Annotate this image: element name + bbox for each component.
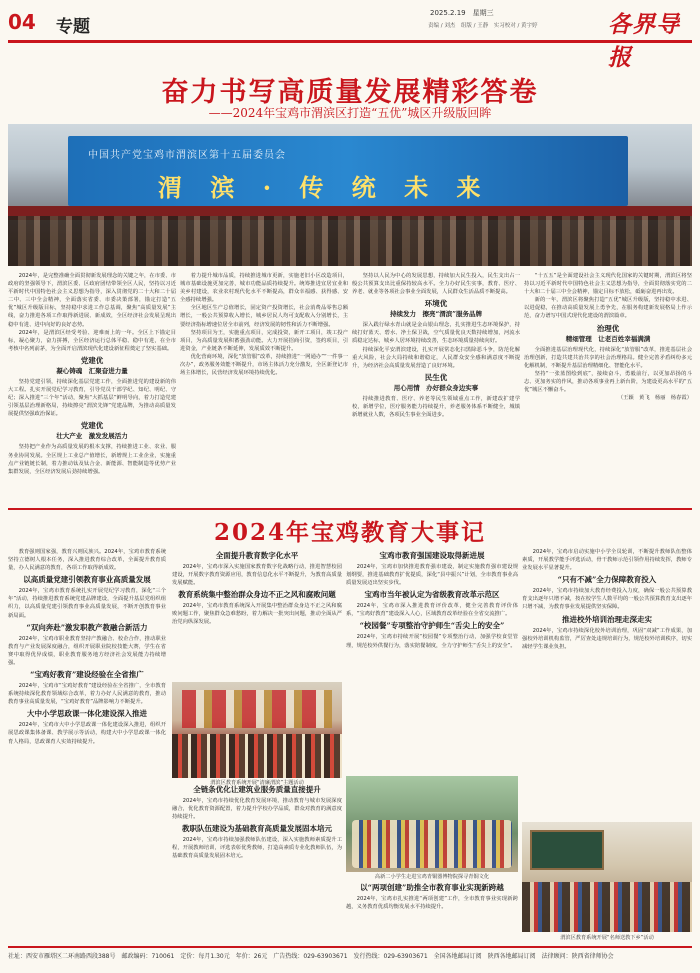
photo-caption: 渭滨区教育系统开展“清廉渭滨”主题活动 [210,780,304,786]
students-group [352,820,512,868]
subheading: 治理优 精细管理 让老百姓幸福满满 [565,323,651,343]
event-heading: 以“两项创建”助推全市教育事业实现新跨越 [360,883,504,892]
page-footer: 社址：西安市雁塔区二环南路西段388号 邮政编码：710061 定价：每月1.30元 年价：26元 广告热线：029-63903671 发行热线：029-63903671 全国各地邮局订阅 陕西各地邮局订阅 法律顾问：陕西省律师协会 [8,946,692,968]
article-paragraph: 2024年，宝鸡市持续深化校外培训治理，巩固“双减”工作成果，加强校外培训机构监管，严厉查处违规培训行为，规范校外培训秩序，切实减轻学生课业负担。 [522,627,692,650]
article-column-2 [180,272,348,504]
masthead-logo: 各界导报 [608,11,680,71]
page-header [8,6,692,71]
article-paragraph: 2024年，宝鸡市加快推进教育强市建设，制定实施教育强市建设规划纲要，推进基础教育扩优提质，深化“县中振兴”计划，全市教育事业高质量发展迈出坚实步伐。 [346,564,518,587]
event-heading: “校园餐”专项整治守护师生“舌尖上的安全” [359,621,505,631]
main-headline: 奋力书写高质量发展精彩答卷 [161,77,539,108]
subheading: 环境优 持续发力 擦亮“渭滨”服务品牌 [390,299,482,319]
article-paragraph: 2024年，宝鸡市持续加强教师队伍建设，深入实施教师素质提升工程，开展教师培训，评选表彰优秀教师，打造高素质专业化教师队伍，为基础教育高质量发展固本培元。 [172,837,342,860]
events-column-2 [172,548,342,678]
article-paragraph: 2024年，宝鸡市“宝鸡好教育”建设经验在全省推广，全市教育系统持续深化教育领域综合改革，着力办好人民满意的教育，推动教育事业高质量发展，“宝鸡好教育”品牌影响力不断提升。 [8,683,166,706]
banner-flags [182,690,332,728]
article-paragraph: 2024年，宝鸡市职业教育坚持产教融合、校企合作，推动职业教育与产业发展深度融合，组织开展职业院校技能大赛，学生在省赛中取得优异成绩，职业教育服务地方经济社会发展能力持续增强。 [8,635,166,666]
article-paragraph: 教育强则国家强，教育兴则民族兴。2024年，宝鸡市教育系统坚持立德树人根本任务，深入推进教育综合改革，全面提升教育质量，办人民满意的教育，各项工作取得新成效。 [8,549,166,572]
event-heading: 教育系统集中整治群众身边不正之风和腐败问题 [178,590,336,600]
photo-caption: 高新二小学生走进宝鸡青铜器博物院探寻青铜文化 [374,874,490,880]
article-paragraph: 全区地区生产总值增长，固定资产投资增长，社会消费品零售总额增长，一般公共预算收入增长，城乡居民人均可支配收入分别增长，主要经济指标增速位居全市前列，经济发展的韧性和活力不断增强。 [180,305,348,328]
events-headline: 2024年宝鸡教育大事记 [213,519,486,546]
article-paragraph: 2024年，宝鸡市持续加大教育经费投入力度，确保一般公共预算教育支出逐年只增不减，按在校学生人数平均的一般公共预算教育支出逐年只增不减，为教育事业发展提供坚实保障。 [522,588,692,611]
audience [8,216,692,266]
event-heading: 推进校外培训治理走深走实 [562,614,652,624]
article-paragraph: 深入践行绿水青山就是金山银山理念，扎实推进生态环境保护，持续打好蓝天、碧水、净土保卫战，空气质量优良天数持续增加，河流水质稳定达标，城乡人居环境持续改善，生态环境质量持续向好。 [352,322,520,345]
article-paragraph: 持续推进教育、医疗、养老等民生领域重点工作，新建改扩建学校，新增学位，医疗服务能力持续提升，养老服务体系不断健全，城镇新增就业人数，各项民生事业全面进步。 [352,395,520,419]
events-column-3 [346,548,518,772]
article-paragraph: 坚持以人民为中心的发展思想，持续加大民生投入，民生支出占一般公共预算支出比重保持较高水平。全力办好民生实事，教育、医疗、养老、就业等各项社会事业全面发展，人民群众生活品质不断提高。 [352,273,520,296]
issue-date: 2025.2.19 星期三 [430,9,494,17]
section-divider [8,508,692,510]
article-paragraph: 持续深化平安渭滨建设，扎实开展常态化扫黑除恶斗争，防范化解重大风险，社会大局持续和谐稳定，人民群众安全感和满意度不断提升，为经济社会高质量发展营造了良好环境。 [352,346,520,369]
article-column-3 [352,272,520,504]
subheading: 民生优 用心用情 办好群众身边实事 [393,372,479,392]
page-number: 04 [8,10,36,34]
subheading: 党建优 壮大产业 激发发展活力 [56,421,128,441]
classroom-photo [522,822,692,932]
event-heading: 以高质量党建引领教育事业高质量发展 [23,575,151,585]
events-column-1 [8,548,166,940]
article-paragraph: 坚持项目为王，实施重点项目，完成投资，新开工项目，竣工投产项目，为高质量发展积蓄强劲动能。大力开展招商引资，签约项目，引进资金，产业链条不断延伸，发展质效不断提升。 [180,329,348,352]
hero-photo [8,124,692,266]
article-paragraph: 全面推进基层治理现代化，持续深化“放管服”改革，推进基层社会治理创新，打造共建共治共享的社会治理格局。健全完善矛盾纠纷多元化解机制，不断提升基层治理精细化、智能化水平。 [524,346,692,369]
article-paragraph: 2024年，宝鸡市深入实施国家教育数字化战略行动，推进智慧校园建设，开展数字教育资源应用，教育信息化水平不断提升，为教育高质量发展赋能。 [172,564,342,587]
rally-crowd [172,734,342,778]
sub-headline: ——2024年宝鸡市渭滨区打造“五优”城区升级版回眸 [208,106,492,120]
section-name: 专题 [56,17,90,37]
subheading: 党建优 凝心铸魂 汇聚奋进力量 [56,355,128,375]
article-paragraph: 2024年，是渭滨区经受考验、迎难而上的一年。全区上下锚定目标，凝心聚力，奋力拼搏，全区经济运行总体平稳、稳中有进，在全市考核中名列前茅，为全面开启渭滨现代化建设新征程奠定了坚实基础。 [8,329,176,352]
event-heading: 教职队伍建设为基础教育高质量发展固本培元 [182,824,332,834]
event-heading: 大中小学思政课一体化建设深入推进 [27,709,147,719]
rally-photo [172,682,342,778]
article-paragraph: 优化营商环境，深化“放管服”改革，持续推进“一网通办”“一件事一次办”，政务服务效能不断提升，市场主体活力充分激发，全区新登记市场主体增长，民营经济发展环境持续优化。 [180,353,348,377]
classroom-students [522,882,692,932]
article-paragraph: 2024年，宝鸡市持续开展“校园餐”专项整治行动，加强学校食堂管理，规范校外供餐行为，落实陪餐制度，全力守护师生“舌尖上的安全”。 [346,634,518,649]
backdrop-caption: 中国共产党宝鸡市渭滨区第十五届委员会 [88,150,286,161]
author-byline: （王颖 黄飞 杨丽 杨春霞） [617,395,692,402]
editor-credits: 责编 / 刘杰 组版 / 王静 实习校对 / 黄宇婷 [428,23,538,29]
article-paragraph: 新的一年，渭滨区将聚焦打造“五优”城区升级版，坚持稳中求进、以进促稳，在推动高质量发展上勇争先，在服务构建新发展格局上作示范，奋力谱写中国式现代化建设的渭滨篇章。 [524,297,692,320]
event-heading: 宝鸡市当年被认定为省级教育改革示范区 [364,590,500,600]
article-paragraph: 2024年，宝鸡市启动实施中小学全员轮训，不断提升教师队伍整体素质，开展教学能手评选活动，骨干教师示范引领作用持续发挥，教师专业发展水平显著提升。 [522,549,692,572]
event-heading: 全链条优化让建筑业服务质量直接提升 [193,785,321,794]
event-heading: 全面提升教育数字化水平 [215,551,299,560]
blackboard [530,830,604,870]
article-paragraph: 2024年，是完整准确全面贯彻新发展理念的关键之年，在市委、市政府的坚强领导下，渭滨区委、区政府团结带领全区人民，坚持以习近平新时代中国特色社会主义思想为指导，深入贯彻党的二十大和二十届二中、三中全会精神，全面落实省委、市委决策部署，锚定打造“五优”城区升级版目标，坚持稳中求进工作总基调，聚焦“高质量发展”主线，奋力推进各项工作取得新进展、新成效，全区经济社会发展呈现出稳中有进、进中向好的良好态势。 [8,273,176,328]
article-column-1 [8,272,176,504]
article-paragraph: “十五五”是全面建设社会主义现代化国家的关键时期，渭滨区将坚持以习近平新时代中国特色社会主义思想为指导，全面贯彻落实党的二十大和二十届三中全会精神，锚定目标不放松，砥砺奋进再出发。 [524,273,692,296]
article-paragraph: 2024年，宝鸡市持续优化教育发展环境，推动教育与城市发展深度融合，优化教育资源配置，着力提升学校办学品质，群众对教育的满意度持续提升。 [172,798,342,821]
events-column-3b [346,880,518,940]
article-paragraph: 2024年，宝鸡市扎实推进“两项创建”工作，全市教育事业实现新跨越，义务教育优质均衡发展水平持续提升。 [346,896,518,911]
photo-caption: 渭滨区教育系统开展“名师送教下乡”活动 [560,935,654,941]
event-heading: 宝鸡市教育强国建设取得新进展 [379,551,485,560]
event-heading: “双向奔赴”激发职教产教融合新活力 [26,622,148,632]
students-photo [346,776,518,872]
article-paragraph: 着力提升城市品质，持续推进城市更新，实施老旧小区改造项目，城市基础设施更加完善，城市功能品质持续提升。统筹推进宜居宜业和美乡村建设，农业农村现代化水平不断提高，群众幸福感、获得感、安全感持续增强。 [180,273,348,304]
article-column-4 [524,272,692,504]
article-paragraph: 坚持党建引领，持续深化基层党建工作，全面推进党的建设新的伟大工程。扎实开展党纪学习教育，引导党员干部学纪、知纪、明纪、守纪；深入推进“三个年”活动，聚焦“大抓基层”鲜明导向，着力打造党建引领基层治理新格局，持续擦亮“渭滨先锋”党建品牌，为推动高质量发展提供坚强政治保证。 [8,378,176,418]
events-column-2b [172,782,342,940]
article-paragraph: 坚持把产业作为高质量发展的根本支撑，持续推进工业、农业、服务业协同发展。全区规上工业总产值增长，新增规上工业企业，实施重点产业链链长制，着力推动钛及钛合金、新能源、智能制造等优势产业集群发展，全区经济发展后劲持续增强。 [8,444,176,475]
article-paragraph: 2024年，宝鸡市深入推进教育评价改革，健全完善教育评价体系，“宝鸡好教育”建设深入人心，区域教育改革经验在全省交流推广。 [346,603,518,618]
article-paragraph: 2024年，宝鸡市教育系统扎实开展党纪学习教育，深化“三个年”活动，持续推进教育系统党建品牌建设，全面提升基层党组织组织力，以高质量党建引领教育事业高质量发展，不断开创教育事业新局面。 [8,588,166,619]
article-paragraph: 2024年，宝鸡市大中小学思政课一体化建设深入推进，组织开展思政课集体备课、教学展示等活动，构建大中小学思政课一体化育人格局，思政课育人实效持续提升。 [8,722,166,745]
event-heading: “宝鸡好教育”建设经验在全省推广 [30,670,144,680]
events-column-4 [522,548,692,818]
backdrop-slogan: 渭 滨 · 传 统 未 来 [158,173,491,202]
article-paragraph: 坚持“一张蓝图绘到底”，接续奋斗，勇毅前行，以更加昂扬的斗志、更加务实的作风，推动各项事业再上新台阶，为建设更高水平的“五优”城区不懈奋斗。 [524,370,692,394]
article-paragraph: 2024年，宝鸡市教育系统深入开展集中整治群众身边不正之风和腐败问题工作，聚焦群众急难愁盼，着力解决一批突出问题，推动全面从严治党向纵深发展。 [172,603,342,626]
event-heading: “只有不减”全力保障教育投入 [557,575,657,585]
